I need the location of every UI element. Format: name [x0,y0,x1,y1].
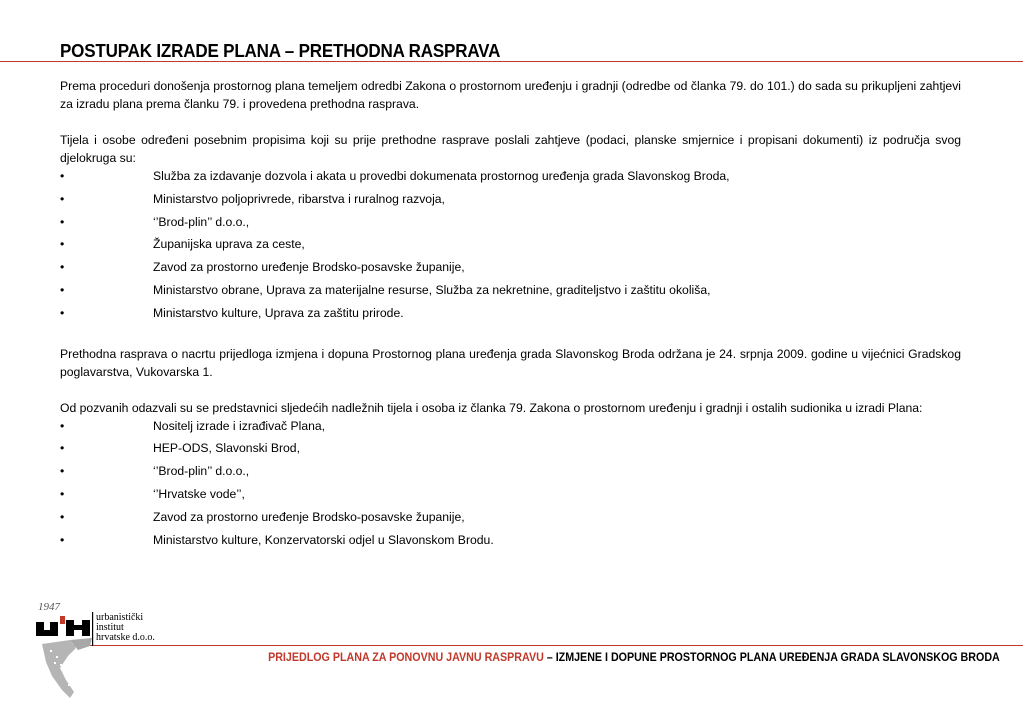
footer-rule [60,645,1023,646]
list-item: • Ministarstvo obrane, Uprava za materijalne resurse, Služba za nekretnine, graditeljstvo i zaštitu okoliša, [60,282,711,297]
list-item: • ‘’Hrvatske vode’’, [60,486,245,501]
bullet-icon: • [60,418,65,433]
list-item: • HEP-ODS, Slavonski Brod, [60,441,300,456]
bullet-icon: • [60,509,65,524]
bullet-icon: • [60,441,65,456]
list-item: • Ministarstvo kulture, Uprava za zaštitu prirode. [60,305,404,320]
list-item: • Zavod za prostorno uređenje Brodsko-posavske županije, [60,509,465,524]
croatia-map-icon [42,638,92,698]
list-item: • Nositelj izrade i izrađivač Plana, [60,418,326,433]
footer-highlight: PRIJEDLOG PLANA ZA PONOVNU JAVNU RASPRAVU [268,652,545,664]
logo-text-line3: hrvatske d.o.o. [96,632,155,643]
title-rule [0,61,1023,62]
list-item: • Zavod za prostorno uređenje Brodsko-posavske županije, [60,260,465,275]
logo-text-line1: urbanistički [96,612,144,623]
document-body [60,77,961,553]
footer-subtitle: – IZMJENE I DOPUNE PROSTORNOG PLANA UREĐENJA GRADA SLAVONSKOG BRODA [544,652,1000,664]
logo-text-line2: institut [96,622,124,633]
bullet-icon: • [60,237,65,252]
list-item: • Ministarstvo kulture, Konzervatorski odjel u Slavonskom Brodu. [60,532,494,547]
paragraph-discussion: Prethodna rasprava o nacrtu prijedloga izmjena i dopuna Prostornog plana uređenja grada Slavonskog Broda održana je 24. srpnja 2009. godine u vijećnici Gradskog poglavarstva, Vukovarska 1. [60,346,961,379]
list-item: • Služba za izdavanje dozvola i akata u provedbi dokumenata prostornog uređenja grada Slavonskog Broda, [60,169,730,183]
paragraph-requests: Tijela i osobe određeni posebnim propisima koji su prije prethodne rasprave poslali zahtjeve (podaci, planske smjernice i propisani dokumenti) iz područja svog djelokruga su: [60,133,961,165]
bullet-icon: • [60,305,65,320]
bullet-icon: • [60,169,65,183]
footer [268,652,1000,664]
list-item: • ‘’Brod-plin’’ d.o.o., [60,464,250,479]
page-title: POSTUPAK IZRADE PLANA – PRETHODNA RASPRAVA [60,40,501,61]
paragraph-intro: Prema proceduri donošenja prostornog plana temeljem odredbi Zakona o prostornom uređenju i gradnji (odredbe od članka 79. do 101.) do sada su prikupljeni zahtjevi za izradu plana prema članku 79. i provedena prethodna rasprava. [60,79,961,111]
bullet-icon: • [60,486,65,501]
bullet-icon: • [60,282,65,297]
list-item: • ‘’Brod-plin’’ d.o.o., [60,214,250,229]
list-item: • Županijska uprava za ceste, [60,237,305,252]
list-item: • Ministarstvo poljoprivrede, ribarstva i ruralnog razvoja, [60,191,445,206]
paragraph-attendees: Od pozvanih odazvali su se predstavnici sljedećih nadležnih tijela i osoba iz članka 79. Zakona o prostornom uređenju i gradnji i ostalih sudionika u izradi Plana: [60,400,923,415]
uih-logo [30,598,180,703]
attendees-list [60,417,961,554]
bullet-icon: • [60,464,65,479]
bullet-icon: • [60,214,65,229]
requesting-bodies-list [60,167,961,327]
bullet-icon: • [60,532,65,547]
bullet-icon: • [60,260,65,275]
bullet-icon: • [60,191,65,206]
logo-monogram [36,616,90,636]
logo-year: 1947 [38,601,60,613]
